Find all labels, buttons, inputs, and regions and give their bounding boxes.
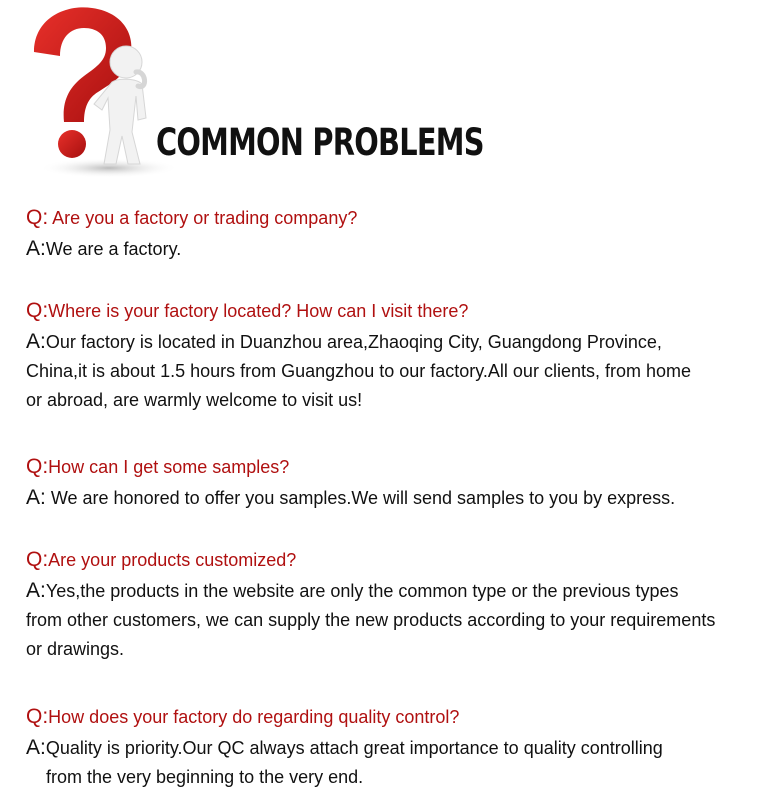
faq-item [26,548,750,664]
page-title: COMMON PROBLEMS [156,121,484,164]
faq-answer: A:We are a factory. [26,237,182,260]
faq-item [26,455,750,513]
faq-answer: A:Yes,the products in the website are only the common type or the previous types from other customers, we can supply the new products according to your requirements or drawings. [26,579,716,659]
faq-question: Q:How can I get some samples? [26,455,290,478]
faq-answer: A:Quality is priority.Our QC always attach great importance to quality controlling from the very beginning to the very end. [26,736,663,787]
faq-banner [0,0,770,180]
faq-question: Q:How does your factory do regarding quality control? [26,705,460,728]
faq-answer: A: We are honored to offer you samples.We will send samples to you by express. [26,486,676,509]
faq-question: Q: Are you a factory or trading company? [26,206,358,229]
question-mark-figure-icon [14,0,174,178]
faq-item [26,299,750,415]
faq-question: Q:Are your products customized? [26,548,297,571]
faq-question: Q:Where is your factory located? How can I visit there? [26,299,469,322]
faq-item [26,705,750,792]
faq-answer: A:Our factory is located in Duanzhou area,Zhaoqing City, Guangdong Province, China,it is about 1.5 hours from Guangzhou to our factory.All our clients, from home or abroad, are warmly welcome to visit us! [26,330,691,410]
faq-item [26,206,750,264]
